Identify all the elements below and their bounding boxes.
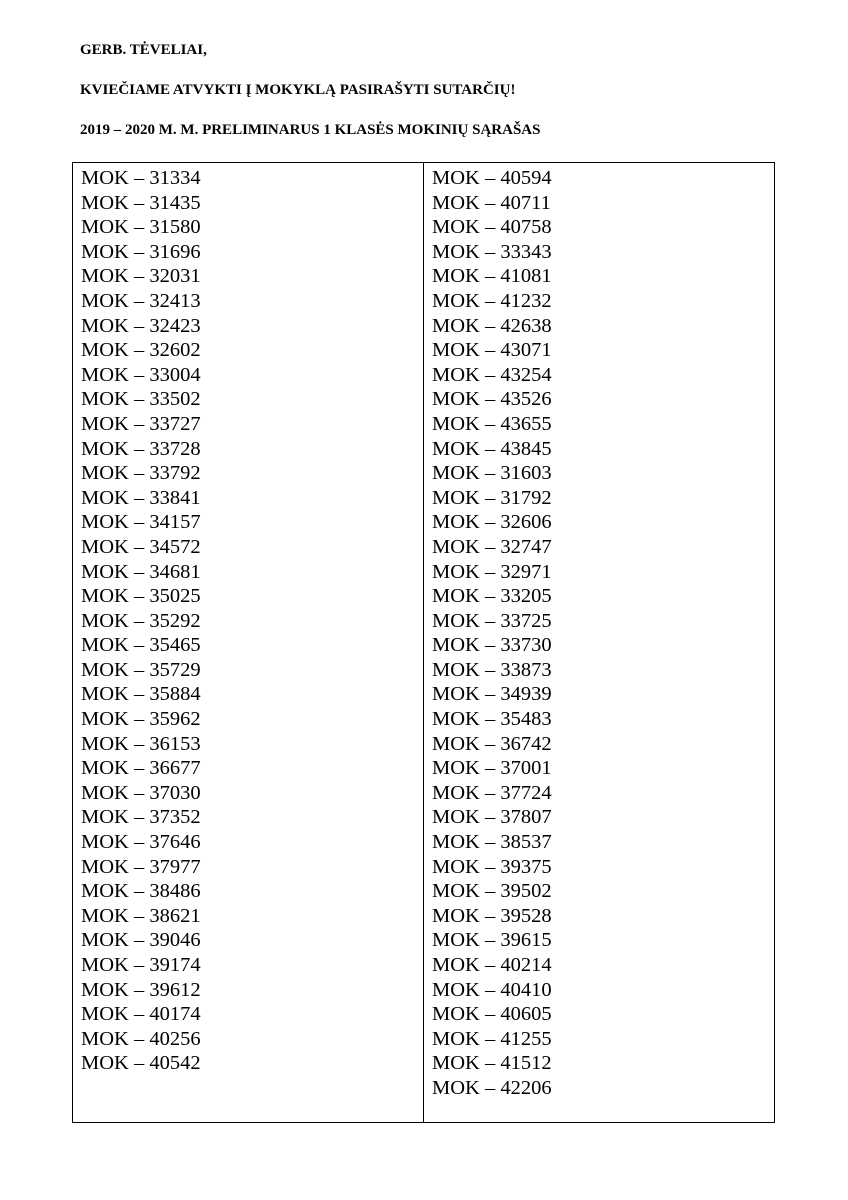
invitation-heading: KVIEČIAME ATVYKTI Į MOKYKLĄ PASIRAŠYTI SUTARČIŲ! (80, 82, 516, 98)
student-code-item: MOK – 33343 (432, 240, 552, 263)
student-list-left-column (73, 163, 424, 1122)
student-code-item: MOK – 36677 (81, 757, 201, 780)
student-code-item: MOK – 31696 (81, 240, 201, 263)
student-code-item: MOK – 32606 (432, 511, 552, 534)
student-list-right-column (424, 163, 774, 1122)
student-code-item: MOK – 40711 (432, 191, 551, 214)
student-code-item: MOK – 33725 (432, 609, 552, 632)
student-code-item: MOK – 33792 (81, 462, 201, 485)
student-code-item: MOK – 43845 (432, 437, 552, 460)
student-code-item: MOK – 38537 (432, 831, 552, 854)
student-code-item: MOK – 38486 (81, 880, 201, 903)
student-code-item: MOK – 31435 (81, 191, 201, 214)
student-code-item: MOK – 40256 (81, 1027, 201, 1050)
student-code-item: MOK – 31334 (81, 167, 201, 189)
student-code-item: MOK – 33727 (81, 412, 201, 435)
student-code-item: MOK – 31580 (81, 216, 201, 239)
student-code-item: MOK – 33730 (432, 634, 552, 657)
greeting-heading: GERB. TĖVELIAI, (80, 42, 207, 58)
student-code-item: MOK – 43254 (432, 363, 552, 386)
student-code-item: MOK – 32031 (81, 265, 201, 288)
student-code-item: MOK – 32747 (432, 535, 552, 558)
student-code-item: MOK – 33841 (81, 486, 201, 509)
student-code-item: MOK – 35292 (81, 609, 201, 632)
student-code-item: MOK – 34572 (81, 535, 201, 558)
student-code-item: MOK – 37807 (432, 806, 552, 829)
student-code-item: MOK – 37977 (81, 855, 201, 878)
student-code-item: MOK – 33502 (81, 388, 201, 411)
student-code-item: MOK – 40594 (432, 167, 552, 189)
student-code-item: MOK – 39046 (81, 929, 201, 952)
student-code-item: MOK – 41255 (432, 1027, 552, 1050)
student-code-item: MOK – 39174 (81, 954, 201, 976)
student-code-item: MOK – 37352 (81, 806, 201, 829)
student-code-item: MOK – 40410 (432, 978, 552, 1001)
student-code-item: MOK – 39502 (432, 880, 552, 903)
student-code-item: MOK – 31603 (432, 462, 552, 485)
student-code-item: MOK – 35025 (81, 585, 201, 608)
student-code-item: MOK – 37030 (81, 781, 201, 804)
student-code-item: MOK – 42638 (432, 314, 552, 337)
student-code-item: MOK – 36153 (81, 732, 201, 755)
student-code-item: MOK – 35729 (81, 658, 201, 681)
student-code-item: MOK – 41512 (432, 1052, 552, 1075)
student-code-item: MOK – 43526 (432, 388, 552, 411)
student-code-item: MOK – 32423 (81, 314, 201, 337)
student-code-item: MOK – 40174 (81, 1003, 201, 1026)
student-code-item: MOK – 35962 (81, 708, 201, 731)
student-code-item: MOK – 35483 (432, 708, 552, 731)
student-code-item: MOK – 33728 (81, 437, 201, 460)
student-code-item: MOK – 39375 (432, 855, 552, 878)
student-code-item: MOK – 43071 (432, 339, 552, 362)
student-code-item: MOK – 35884 (81, 683, 201, 706)
student-codes-left (81, 166, 423, 1076)
student-code-item: MOK – 34939 (432, 683, 552, 706)
student-code-item: MOK – 39615 (432, 929, 552, 952)
student-code-item: MOK – 33873 (432, 658, 552, 681)
student-code-item: MOK – 40214 (432, 954, 552, 976)
student-codes-right (432, 166, 774, 1101)
list-title: 2019 – 2020 M. M. PRELIMINARUS 1 KLASĖS MOKINIŲ SĄRAŠAS (80, 122, 541, 138)
student-code-item: MOK – 39612 (81, 978, 201, 1001)
student-code-item: MOK – 33205 (432, 585, 552, 608)
student-code-item: MOK – 40758 (432, 216, 552, 239)
student-code-item: MOK – 41232 (432, 289, 552, 312)
student-code-item: MOK – 34157 (81, 511, 201, 534)
student-code-item: MOK – 37724 (432, 781, 552, 804)
student-code-item: MOK – 36742 (432, 732, 552, 755)
student-code-item: MOK – 39528 (432, 904, 552, 927)
student-code-item: MOK – 40542 (81, 1052, 201, 1075)
student-code-item: MOK – 42206 (432, 1076, 552, 1099)
student-code-item: MOK – 41081 (432, 265, 552, 288)
student-code-item: MOK – 32602 (81, 339, 201, 362)
student-code-item: MOK – 32413 (81, 289, 201, 312)
student-code-item: MOK – 38621 (81, 904, 201, 927)
student-code-item: MOK – 32971 (432, 560, 552, 583)
student-list-table (72, 162, 775, 1123)
student-code-item: MOK – 37001 (432, 757, 552, 780)
student-code-item: MOK – 43655 (432, 412, 552, 435)
student-code-item: MOK – 35465 (81, 634, 201, 657)
student-code-item: MOK – 33004 (81, 363, 201, 386)
student-code-item: MOK – 34681 (81, 560, 201, 583)
student-code-item: MOK – 31792 (432, 486, 552, 509)
student-code-item: MOK – 40605 (432, 1003, 552, 1026)
student-code-item: MOK – 37646 (81, 831, 201, 854)
